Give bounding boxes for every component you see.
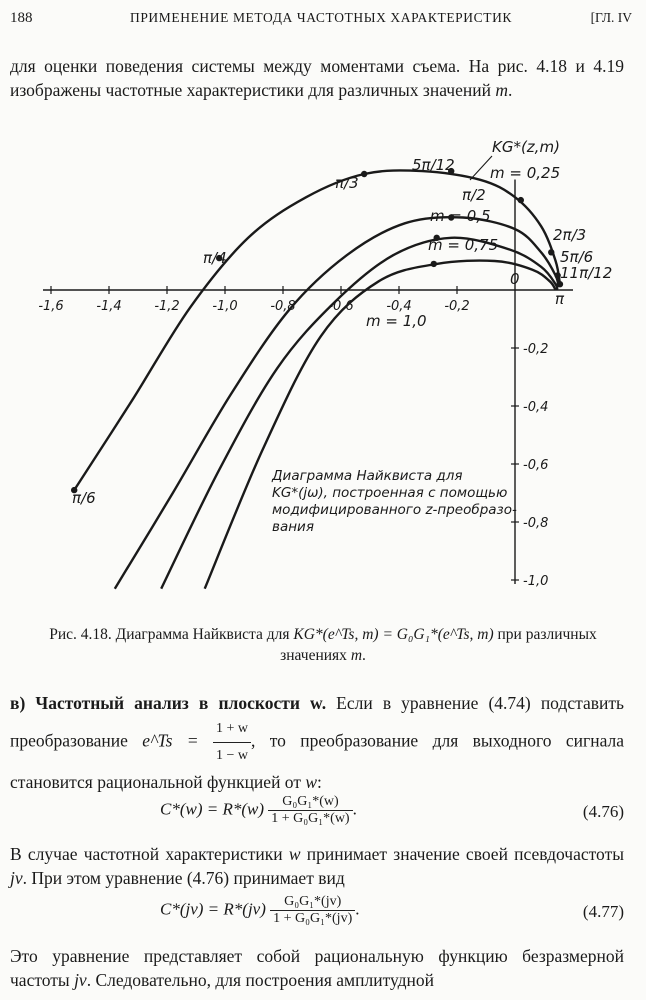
pointer-line <box>470 156 492 180</box>
curve-title: KG*(z,m) <box>492 138 560 156</box>
x-tick-label: -1,2 <box>154 299 180 314</box>
page-number: 188 <box>10 10 33 26</box>
nyquist-curve <box>205 261 556 589</box>
frequency-point <box>548 249 554 255</box>
frequency-label: π/6 <box>72 489 96 507</box>
frequency-label: π/3 <box>335 174 359 192</box>
frequency-label: 0 <box>510 270 520 288</box>
frequency-label: π <box>555 290 565 308</box>
frequency-label: 5π/6 <box>560 248 594 266</box>
frequency-label: 2π/3 <box>553 226 587 244</box>
nyquist-diagram <box>0 128 646 598</box>
curves <box>74 170 560 588</box>
x-tick-label: -1,4 <box>96 299 122 314</box>
curve-label: m = 0,5 <box>430 207 491 225</box>
frequency-label: π/4 <box>203 249 227 267</box>
frequency-label: 11π/12 <box>560 264 613 282</box>
y-tick-label: -0,4 <box>523 400 549 415</box>
annotation-line: Диаграмма Найквиста для <box>272 468 463 484</box>
y-tick-label: -0,2 <box>523 342 549 357</box>
section-heading: в) Частотный анализ в плоскости w. <box>10 693 327 713</box>
x-tick-label: -0,8 <box>270 299 296 314</box>
x-tick-label: -1,6 <box>38 299 64 314</box>
section-paragraph: в) Частотный анализ в плоскости w. Если в уравнение (4.74) подставить преобразование e^Ts = $\frac{1 + w}{1 - w}$ , то преобразование для выходного сигнала становится рациональной функцией от w: <box>10 693 624 792</box>
equation-number: (4.76) <box>582 802 624 821</box>
equation-number: (4.77) <box>582 902 624 921</box>
y-tick-label: -0,8 <box>523 516 549 531</box>
frequency-label: π/2 <box>462 186 486 204</box>
frequency-point <box>518 197 524 203</box>
y-tick-label: -0,6 <box>523 458 549 473</box>
frequency-label: 5π/12 <box>412 156 455 174</box>
page-header <box>10 10 632 32</box>
equation-4-76: C*(w) = R*(w) $\frac{\text{G₀G₁*(w)}}{\text{1 + G₀G₁*(w)}}$ . (4.76) <box>160 794 624 826</box>
figure-caption: Рис. 4.18. Диаграмма Найквиста для KG*(e^Ts, m) = G₀G₁*(e^Ts, m) при различных значениях m. <box>49 626 597 664</box>
x-tick-label: -1,0 <box>212 299 238 314</box>
final-paragraph: Это уравнение представляет собой рациональную функцию безразмерной частоты jv. Следовательно, для построения амплитудной <box>10 946 624 990</box>
x-tick-label: -0,4 <box>386 299 412 314</box>
annotation-line: KG*(jω), построенная с помощью <box>272 485 508 501</box>
transform-fraction: $\frac{1 + w}{1 - w}$ <box>213 716 251 769</box>
chapter-label: [ГЛ. IV <box>590 10 632 25</box>
x-tick-label: -0,6 <box>328 299 354 314</box>
curve-label: m = 1,0 <box>366 312 427 330</box>
equation-4-77: C*(jv) = R*(jv) $\frac{\text{G₀G₁*(jv)}}{\text{1 + G₀G₁*(jv)}}$ . (4.77) <box>160 894 624 926</box>
annotation-line: модифицированного z-преобразо- <box>272 502 517 518</box>
curve-label: m = 0,25 <box>490 164 561 182</box>
running-title: ПРИМЕНЕНИЕ МЕТОДА ЧАСТОТНЫХ ХАРАКТЕРИСТИК <box>129 10 513 25</box>
x-tick-label: -0,2 <box>444 299 470 314</box>
curve-label: m = 0,75 <box>428 236 499 254</box>
intro-paragraph: для оценки поведения системы между моментами съема. На рис. 4.18 и 4.19 изображены частотные характеристики для различных значений m. <box>10 56 624 100</box>
annotation-line: вания <box>272 519 314 535</box>
nyquist-curve <box>115 217 559 589</box>
y-tick-label: -1,0 <box>523 574 549 589</box>
frequency-point <box>361 171 367 177</box>
pseudo-frequency-paragraph: В случае частотной характеристики w принимает значение своей псевдочастоты jv. При этом уравнение (4.76) принимает вид <box>10 844 624 888</box>
frequency-point <box>431 261 437 267</box>
